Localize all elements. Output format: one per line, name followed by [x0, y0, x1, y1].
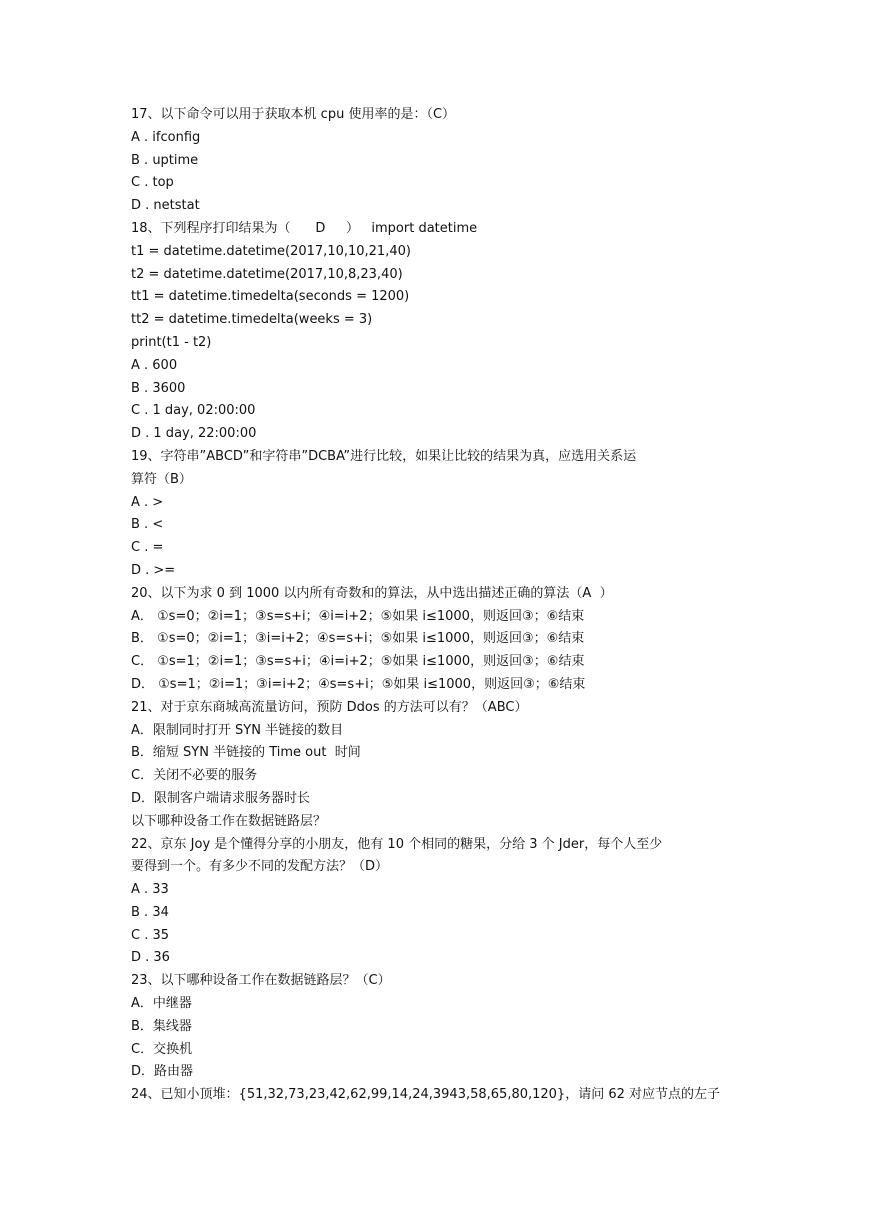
q20-option-d: D． ①s=1；②i=1；③i=i+2；④s=s+i；⑤如果 i≤1000，则返回③；⑥结束 [131, 676, 586, 692]
q23-option-d: D．路由器 [131, 1064, 194, 1080]
q21-option-c: C．关闭不必要的服务 [131, 768, 258, 784]
q18-option-b: B . 3600 [131, 380, 186, 396]
q20-option-b: B． ①s=0；②i=1；③i=i+2；④s=s+i；⑤如果 i≤1000，则返回③；⑥结束 [131, 631, 585, 647]
stray-question-line: 以下哪种设备工作在数据链路层？ [131, 813, 327, 829]
q22-option-a: A . 33 [131, 882, 169, 898]
q20-option-a: A． ①s=0；②i=1；③s=s+i；④i=i+2；⑤如果 i≤1000，则返回③；⑥结束 [131, 608, 585, 624]
q18-question: 18、下列程序打印结果为（ D ） import datetime [131, 220, 478, 236]
q19-question-cont: 算符（B） [131, 471, 192, 487]
q21-option-b: B．缩短 SYN 半链接的 Time out 时间 [131, 745, 361, 761]
q22-option-c: C . 35 [131, 927, 170, 943]
q23-option-b: B．集线器 [131, 1018, 192, 1034]
q20-question: 20、以下为求 0 到 1000 以内所有奇数和的算法，从中选出描述正确的算法（A ） [131, 585, 613, 601]
q17-option-d: D . netstat [131, 198, 200, 214]
q24-question: 24、已知小顶堆：{51,32,73,23,42,62,99,14,24,3943,58,65,80,120}，请问 62 对应节点的左子 [131, 1087, 721, 1103]
q22-option-d: D . 36 [131, 950, 170, 966]
q21-question: 21、对于京东商城高流量访问，预防 Ddos 的方法可以有？（ABC） [131, 699, 528, 715]
q18-option-c: C . 1 day, 02:00:00 [131, 403, 256, 419]
q19-option-b: B . < [131, 517, 164, 533]
q17-question: 17、以下命令可以用于获取本机 cpu 使用率的是：（C） [131, 107, 456, 122]
q19-option-a: A . > [131, 494, 164, 510]
q18-code-line: tt2 = datetime.timedelta(weeks = 3) [131, 312, 373, 328]
q21-option-d: D．限制客户端请求服务器时长 [131, 790, 311, 806]
q17-option-b: B . uptime [131, 152, 199, 168]
q19-option-d: D . >= [131, 562, 176, 578]
q17-option-a: A . ifconfig [131, 129, 201, 145]
q18-option-a: A . 600 [131, 357, 178, 373]
q21-option-a: A．限制同时打开 SYN 半链接的数目 [131, 722, 344, 738]
q23-option-c: C．交换机 [131, 1041, 193, 1057]
q18-code-line: tt1 = datetime.timedelta(seconds = 1200) [131, 289, 410, 305]
document-body [131, 104, 741, 1107]
q20-option-c: C． ①s=1；②i=1；③s=s+i；④i=i+2；⑤如果 i≤1000，则返回③；⑥结束 [131, 654, 585, 670]
q23-question: 23、以下哪种设备工作在数据链路层？（C） [131, 973, 391, 989]
q23-option-a: A．中继器 [131, 996, 192, 1012]
q22-question: 22、京东 Joy 是个懂得分享的小朋友，他有 10 个相同的糖果，分给 3 个 Jder，每个人至少 [131, 836, 663, 852]
q19-question: 19、字符串”ABCD”和字符串”DCBA”进行比较，如果让比较的结果为真，应选用关系运 [131, 448, 637, 464]
q18-option-d: D . 1 day, 22:00:00 [131, 426, 257, 442]
q18-code-line: t1 = datetime.datetime(2017,10,10,21,40) [131, 243, 411, 259]
q18-code-line: t2 = datetime.datetime(2017,10,8,23,40) [131, 266, 403, 282]
q22-question-cont: 要得到一个。有多少不同的发配方法？（D） [131, 859, 389, 875]
q22-option-b: B . 34 [131, 904, 169, 920]
q19-option-c: C . = [131, 540, 164, 556]
q17-option-c: C . top [131, 175, 174, 191]
q18-code-line: print(t1 - t2) [131, 334, 212, 350]
